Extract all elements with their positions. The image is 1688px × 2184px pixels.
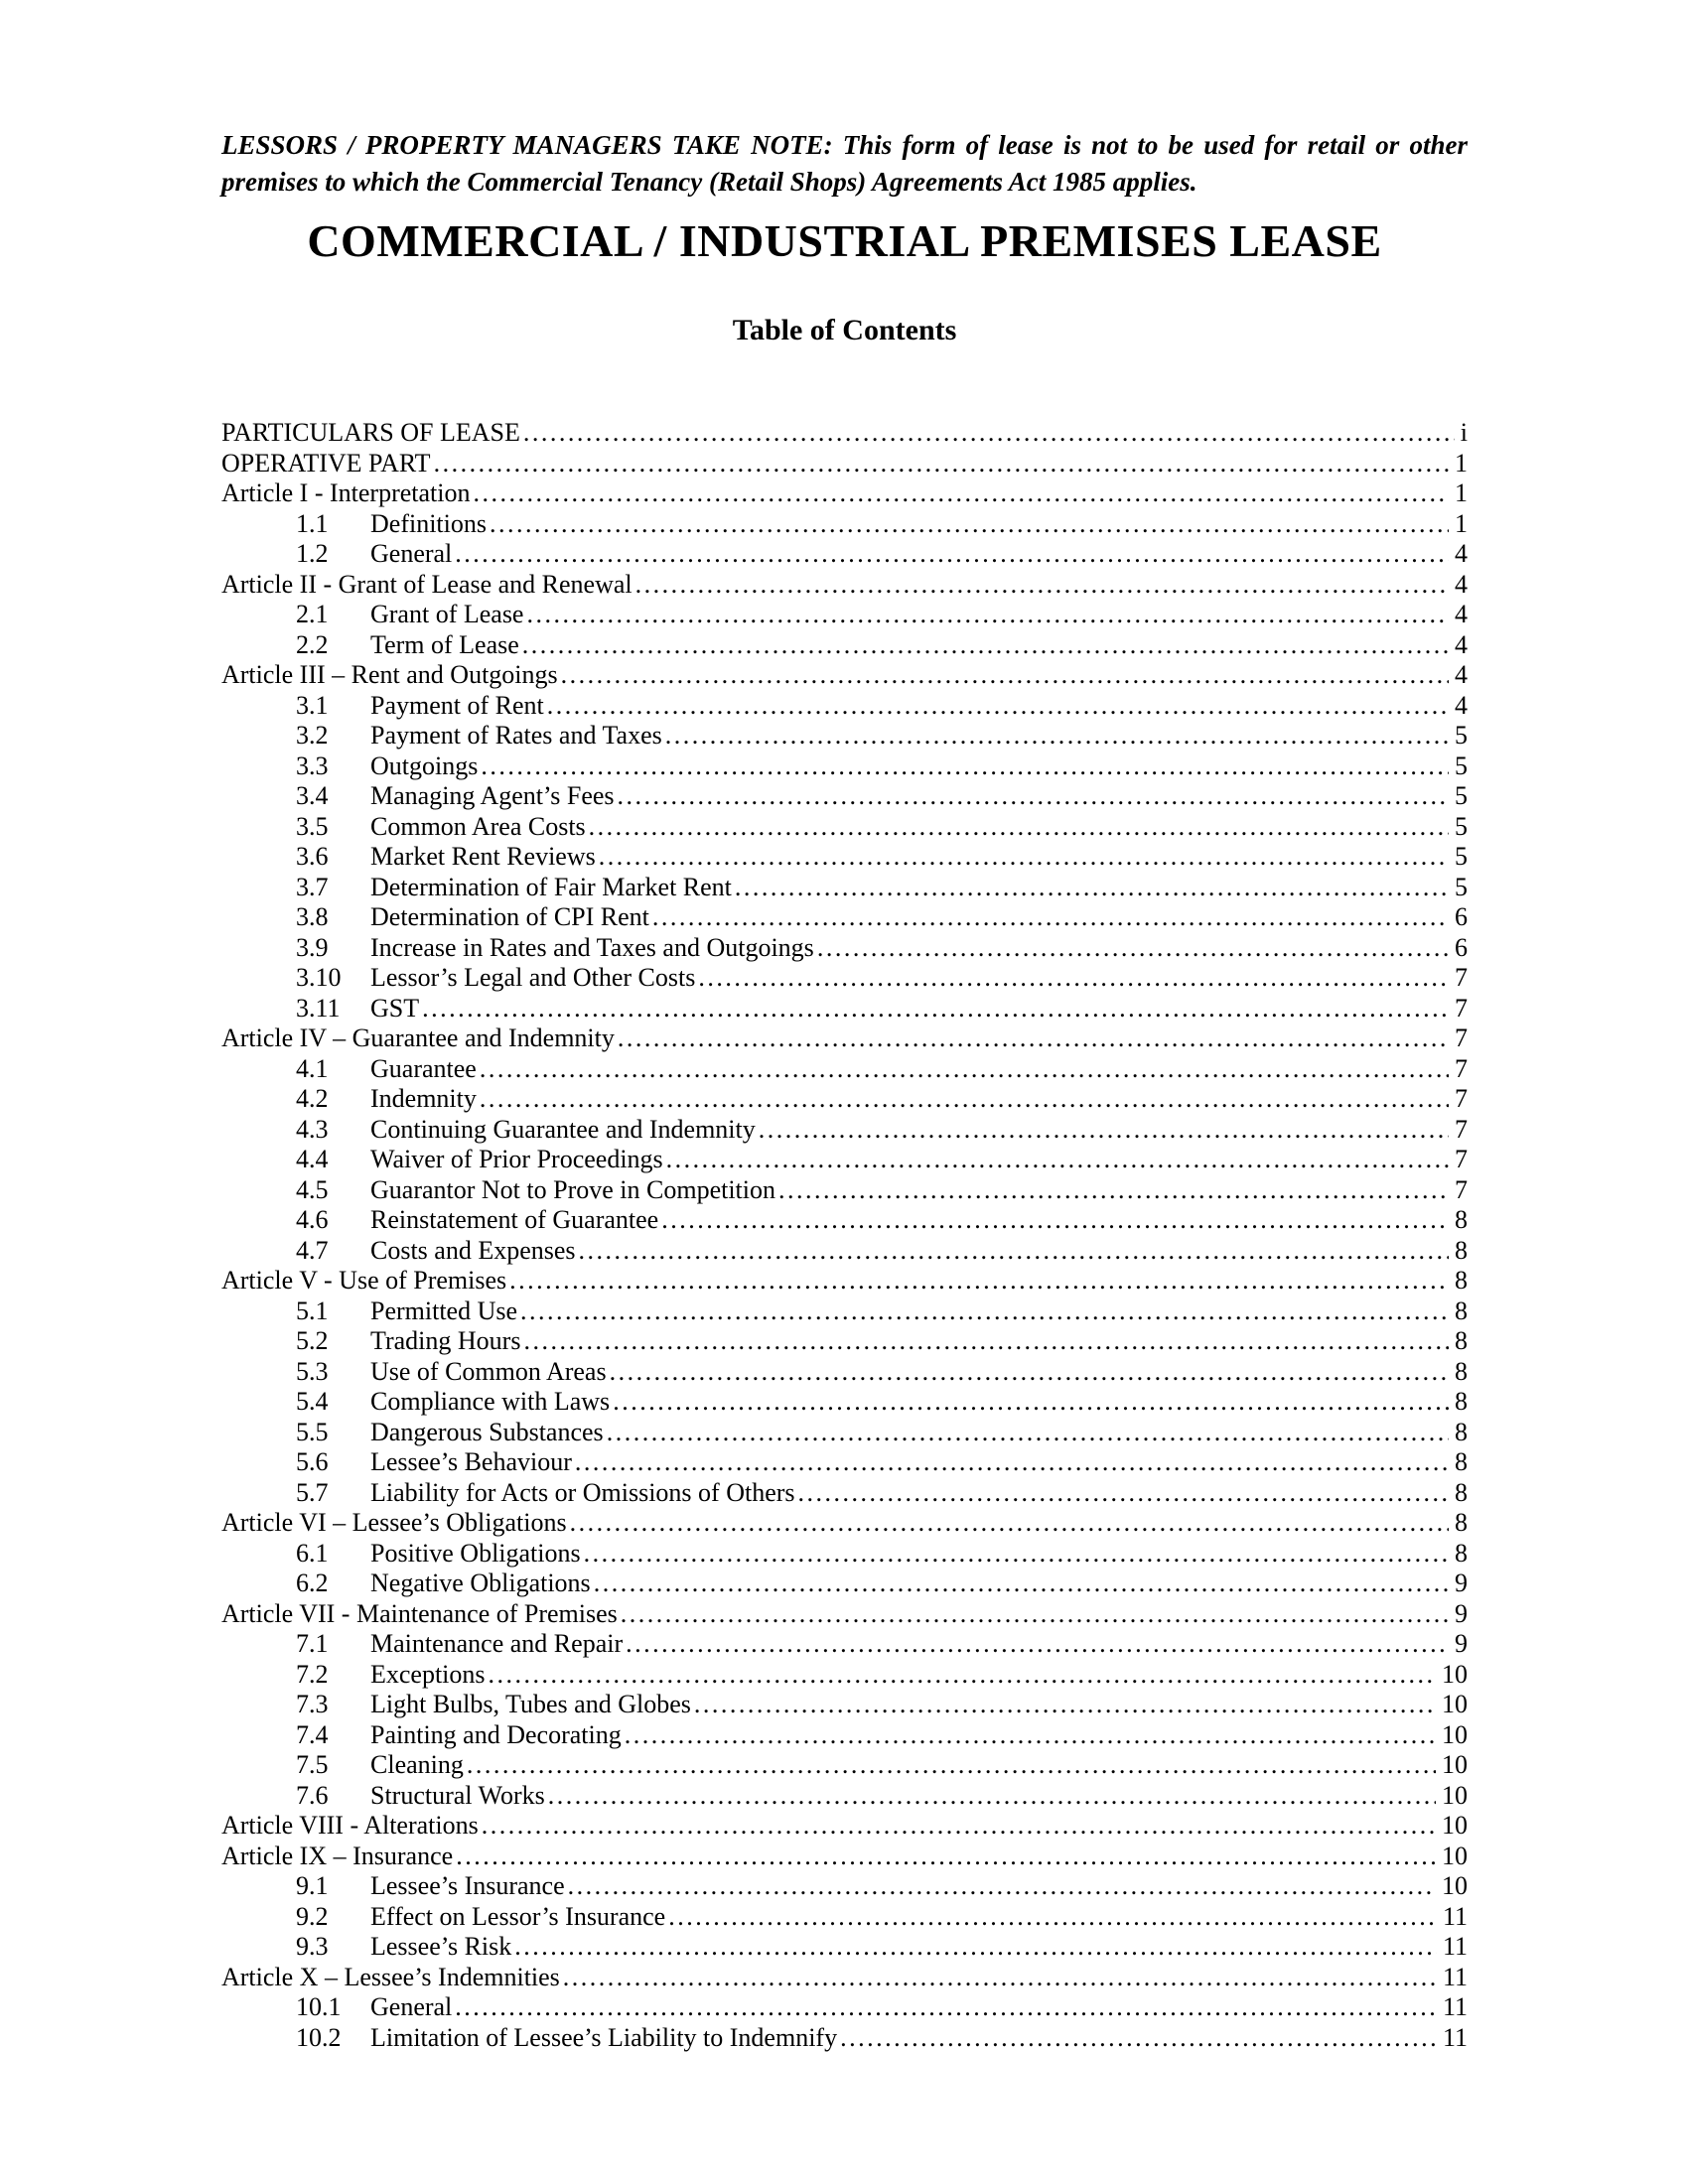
dot-leader [618, 1024, 1449, 1054]
toc-entry-label: Determination of CPI Rent [370, 902, 649, 931]
toc-entry-number: 10.1 [296, 1992, 342, 2021]
table-of-contents [221, 418, 1468, 2053]
toc-entry [221, 1720, 1468, 1751]
dot-leader [665, 721, 1449, 751]
toc-entry-label: Managing Agent’s Fees [370, 781, 615, 810]
toc-entry [221, 842, 1468, 873]
toc-entry-label: Structural Works [370, 1780, 545, 1810]
toc-entry-page: 6 [1455, 932, 1468, 962]
dot-leader [635, 570, 1449, 601]
dot-leader [520, 1297, 1449, 1327]
toc-entry [221, 1236, 1468, 1267]
toc-heading: Table of Contents [732, 314, 957, 346]
toc-entry [221, 1205, 1468, 1236]
toc-entry-page: 6 [1455, 902, 1468, 931]
dot-leader [759, 1115, 1449, 1146]
toc-entry-page: 4 [1455, 660, 1468, 689]
toc-entry [221, 1660, 1468, 1691]
toc-entry-label: Article VIII - Alterations [221, 1811, 479, 1840]
toc-entry [221, 1266, 1468, 1297]
dot-leader [570, 1508, 1449, 1539]
toc-entry-label: Outgoings [370, 751, 479, 780]
toc-entry-number: 7.3 [296, 1690, 329, 1718]
toc-entry-page: 5 [1455, 721, 1468, 750]
toc-entry-page: 1 [1455, 448, 1468, 478]
toc-entry [221, 509, 1468, 540]
header-note-line2: premises to which the Commercial Tenancy (Retail Shops) Agreements Act 1985 applies. [221, 167, 1197, 197]
toc-entry-label: Lessor’s Legal and Other Costs [370, 963, 696, 992]
toc-entry-label: Painting and Decorating [370, 1719, 622, 1749]
toc-entry-label: Article III – Rent and Outgoings [221, 660, 558, 689]
toc-entry-number: 1.2 [296, 539, 329, 568]
dot-leader [561, 660, 1449, 691]
dot-leader [668, 1902, 1437, 1933]
dot-leader [621, 1599, 1449, 1630]
dot-leader [490, 509, 1449, 540]
toc-entry [221, 1145, 1468, 1175]
toc-entry-number: 3.10 [296, 963, 342, 992]
toc-entry-label: Compliance with Laws [370, 1387, 611, 1416]
toc-entry-label: Trading Hours [370, 1326, 521, 1355]
dot-leader [735, 873, 1449, 903]
toc-entry-number: 3.8 [296, 902, 329, 931]
toc-entry [221, 1024, 1468, 1054]
toc-entry-page: 4 [1455, 690, 1468, 720]
toc-entry [221, 1508, 1468, 1539]
toc-entry-label: Increase in Rates and Taxes and Outgoings [370, 932, 814, 962]
toc-entry [221, 478, 1468, 509]
toc-entry-number: 3.5 [296, 811, 329, 841]
toc-entry [221, 873, 1468, 903]
dot-leader [575, 1447, 1449, 1478]
dot-leader [610, 1357, 1449, 1388]
toc-entry-label: Exceptions [370, 1659, 486, 1689]
dot-leader [467, 1750, 1436, 1781]
dot-leader [563, 1963, 1437, 1993]
toc-entry-label: Reinstatement of Guarantee [370, 1205, 659, 1234]
toc-entry-number: 4.4 [296, 1145, 329, 1173]
dot-leader [455, 1992, 1437, 2023]
toc-entry [221, 1478, 1468, 1509]
dot-leader [434, 449, 1449, 479]
toc-entry-page: 8 [1455, 1387, 1468, 1416]
toc-entry-page: 8 [1455, 1447, 1468, 1476]
dot-leader [482, 1811, 1436, 1842]
toc-entry [221, 418, 1468, 449]
toc-entry [221, 1781, 1468, 1812]
toc-entry-number: 7.6 [296, 1780, 329, 1810]
toc-entry [221, 1297, 1468, 1327]
toc-entry [221, 1842, 1468, 1872]
toc-entry-page: 5 [1455, 751, 1468, 780]
toc-entry-label: Guarantor Not to Prove in Competition [370, 1174, 776, 1204]
toc-entry [221, 1084, 1468, 1115]
dot-leader [480, 1084, 1449, 1115]
dot-leader [698, 963, 1449, 994]
toc-entry-page: 11 [1442, 1962, 1468, 1991]
toc-entry-number: 5.3 [296, 1356, 329, 1386]
toc-entry [221, 1992, 1468, 2023]
toc-entry-page: 8 [1455, 1266, 1468, 1295]
toc-entry-page: 7 [1455, 1174, 1468, 1204]
toc-entry-page: 5 [1455, 872, 1468, 901]
dot-leader [509, 1266, 1449, 1297]
toc-entry-number: 7.1 [296, 1629, 329, 1658]
dot-leader [514, 1932, 1437, 1963]
toc-entry-label: Article X – Lessee’s Indemnities [221, 1962, 560, 1991]
toc-entry-label: Market Rent Reviews [370, 842, 596, 871]
toc-entry [221, 1387, 1468, 1418]
toc-entry-number: 4.1 [296, 1053, 329, 1083]
toc-entry [221, 1054, 1468, 1085]
toc-entry [221, 781, 1468, 812]
dot-leader [618, 781, 1449, 812]
toc-entry [221, 2023, 1468, 2054]
toc-entry [221, 1902, 1468, 1933]
dot-leader [666, 1145, 1449, 1175]
toc-entry-number: 4.6 [296, 1205, 329, 1234]
toc-entry-page: 5 [1455, 781, 1468, 810]
toc-entry-label: Positive Obligations [370, 1538, 581, 1568]
toc-entry-number: 3.3 [296, 751, 329, 780]
toc-entry-label: Maintenance and Repair [370, 1629, 624, 1658]
dot-leader [481, 751, 1449, 782]
toc-entry-label: Negative Obligations [370, 1569, 591, 1597]
toc-entry-label: Limitation of Lessee’s Liability to Indemnify [370, 2022, 838, 2052]
dot-leader [584, 1539, 1449, 1570]
toc-entry-number: 3.2 [296, 721, 329, 750]
toc-entry-number: 1.1 [296, 508, 329, 538]
dot-leader [661, 1205, 1449, 1236]
toc-entry-label: Definitions [370, 508, 487, 538]
dot-leader [607, 1418, 1449, 1448]
toc-entry [221, 1539, 1468, 1570]
toc-entry-label: Continuing Guarantee and Indemnity [370, 1114, 756, 1144]
toc-entry-page: 8 [1455, 1235, 1468, 1265]
toc-entry-number: 4.3 [296, 1114, 329, 1144]
toc-entry-label: Lessee’s Behaviour [370, 1447, 572, 1476]
toc-entry [221, 1175, 1468, 1206]
toc-entry-label: Use of Common Areas [370, 1356, 607, 1386]
dot-leader [480, 1054, 1449, 1085]
toc-entry-number: 4.5 [296, 1174, 329, 1204]
toc-entry-page: 8 [1455, 1205, 1468, 1234]
toc-entry-page: 7 [1455, 963, 1468, 992]
toc-entry-page: 9 [1455, 1569, 1468, 1597]
toc-entry-page: 7 [1455, 1084, 1468, 1113]
dot-leader [548, 1781, 1436, 1812]
toc-entry-page: 8 [1455, 1538, 1468, 1568]
toc-entry [221, 1115, 1468, 1146]
toc-entry-label: Dangerous Substances [370, 1417, 604, 1446]
dot-leader [422, 994, 1449, 1024]
toc-entry [221, 994, 1468, 1024]
dot-leader [599, 842, 1449, 873]
toc-entry-number: 2.2 [296, 629, 329, 659]
toc-entry-label: Light Bulbs, Tubes and Globes [370, 1690, 691, 1718]
toc-entry-number: 5.1 [296, 1296, 329, 1325]
dot-leader [817, 933, 1449, 964]
dot-leader [626, 1629, 1449, 1660]
toc-entry-label: PARTICULARS OF LEASE [221, 418, 520, 447]
dot-leader [778, 1175, 1449, 1206]
toc-entry-page: 5 [1455, 842, 1468, 871]
toc-entry-number: 7.2 [296, 1659, 329, 1689]
toc-entry [221, 1357, 1468, 1388]
toc-entry-label: Payment of Rates and Taxes [370, 721, 662, 750]
toc-entry [221, 902, 1468, 933]
toc-entry-page: 9 [1455, 1629, 1468, 1658]
toc-entry-page: 7 [1455, 1114, 1468, 1144]
toc-entry [221, 1871, 1468, 1902]
toc-entry-page: 11 [1442, 2022, 1468, 2052]
toc-entry-page: 8 [1455, 1417, 1468, 1446]
toc-entry-label: Common Area Costs [370, 811, 586, 841]
toc-entry [221, 1750, 1468, 1781]
toc-entry-page: 4 [1455, 629, 1468, 659]
toc-entry-label: Liability for Acts or Omissions of Others [370, 1477, 795, 1507]
toc-entry-label: Grant of Lease [370, 600, 524, 628]
toc-entry-page: 4 [1455, 600, 1468, 628]
toc-entry [221, 1447, 1468, 1478]
toc-entry [221, 751, 1468, 782]
toc-entry-page: 7 [1455, 1145, 1468, 1173]
toc-entry-label: Article IX – Insurance [221, 1841, 454, 1870]
toc-entry [221, 600, 1468, 630]
toc-entry [221, 1932, 1468, 1963]
toc-entry [221, 1418, 1468, 1448]
toc-entry-number: 2.1 [296, 600, 329, 628]
toc-entry-page: 10 [1442, 1871, 1468, 1900]
toc-entry-page: 10 [1442, 1659, 1468, 1689]
toc-entry-page: 8 [1455, 1296, 1468, 1325]
toc-entry-label: Effect on Lessor’s Insurance [370, 1901, 666, 1931]
toc-entry-number: 3.7 [296, 872, 329, 901]
toc-entry-number: 7.5 [296, 1750, 329, 1779]
toc-entry-page: 8 [1455, 1356, 1468, 1386]
dot-leader [455, 539, 1449, 570]
toc-entry-number: 5.7 [296, 1477, 329, 1507]
toc-entry-page: 11 [1442, 1992, 1468, 2021]
dot-leader [489, 1660, 1436, 1691]
toc-entry-label: Article IV – Guarantee and Indemnity [221, 1024, 615, 1052]
toc-entry-label: Article V - Use of Premises [221, 1266, 507, 1295]
toc-entry-label: Determination of Fair Market Rent [370, 872, 732, 901]
toc-entry-label: Waiver of Prior Proceedings [370, 1145, 663, 1173]
toc-entry-page: 7 [1455, 1024, 1468, 1052]
dot-leader [594, 1569, 1449, 1599]
header-note [221, 127, 1468, 201]
toc-entry-page: 8 [1455, 1326, 1468, 1355]
toc-entry-number: 5.4 [296, 1387, 329, 1416]
toc-entry-number: 6.1 [296, 1538, 329, 1568]
toc-entry [221, 449, 1468, 479]
toc-entry-label: Lessee’s Risk [370, 1932, 512, 1961]
toc-entry-number: 7.4 [296, 1719, 329, 1749]
toc-entry-label: Indemnity [370, 1084, 477, 1113]
dot-leader [652, 902, 1449, 933]
toc-entry-page: 8 [1455, 1508, 1468, 1537]
toc-entry-page: 1 [1455, 478, 1468, 507]
toc-entry-page: 10 [1442, 1780, 1468, 1810]
dot-leader [579, 1236, 1449, 1267]
toc-entry-label: Permitted Use [370, 1296, 518, 1325]
toc-entry [221, 660, 1468, 691]
toc-entry-number: 9.3 [296, 1932, 329, 1961]
toc-entry [221, 1629, 1468, 1660]
dot-leader [625, 1720, 1436, 1751]
toc-entry-page: 4 [1455, 569, 1468, 599]
toc-entry-label: General [370, 539, 453, 568]
dot-leader [474, 478, 1450, 509]
dot-leader [568, 1871, 1436, 1902]
toc-entry-page: 11 [1442, 1901, 1468, 1931]
toc-entry-number: 4.7 [296, 1235, 329, 1265]
toc-entry [221, 812, 1468, 843]
toc-entry-page: 10 [1442, 1750, 1468, 1779]
dot-leader [694, 1690, 1436, 1720]
dot-leader [840, 2023, 1437, 2054]
toc-entry-number: 3.11 [296, 993, 341, 1023]
dot-leader [613, 1387, 1449, 1418]
toc-entry-page: 10 [1442, 1690, 1468, 1718]
toc-entry-page: 5 [1455, 811, 1468, 841]
toc-entry [221, 570, 1468, 601]
toc-entry-number: 9.1 [296, 1871, 329, 1900]
toc-entry-page: 11 [1442, 1932, 1468, 1961]
toc-entry-page: 10 [1442, 1719, 1468, 1749]
toc-entry-label: Article II - Grant of Lease and Renewal [221, 569, 633, 599]
toc-entry-page: 4 [1455, 539, 1468, 568]
toc-entry [221, 539, 1468, 570]
dot-leader [523, 1326, 1449, 1357]
toc-entry-label: Lessee’s Insurance [370, 1871, 565, 1900]
toc-entry [221, 691, 1468, 722]
toc-entry-page: 10 [1442, 1841, 1468, 1870]
toc-entry [221, 721, 1468, 751]
document-title: COMMERCIAL / INDUSTRIAL PREMISES LEASE [307, 215, 1382, 266]
toc-entry-label: Term of Lease [370, 629, 519, 659]
toc-entry-page: 10 [1442, 1811, 1468, 1840]
toc-entry-label: Costs and Expenses [370, 1235, 576, 1265]
toc-entry-number: 3.6 [296, 842, 329, 871]
toc-entry [221, 1963, 1468, 1993]
toc-entry-number: 10.2 [296, 2022, 342, 2052]
toc-entry-label: GST [370, 993, 420, 1023]
toc-entry [221, 630, 1468, 661]
toc-entry-page: 9 [1455, 1598, 1468, 1628]
toc-entry-number: 5.5 [296, 1417, 329, 1446]
toc-entry-number: 5.2 [296, 1326, 329, 1355]
dot-leader [798, 1478, 1449, 1509]
toc-entry-label: Article VI – Lessee’s Obligations [221, 1508, 567, 1537]
toc-entry-page: i [1460, 418, 1468, 447]
toc-entry-number: 9.2 [296, 1901, 329, 1931]
toc-entry-number: 4.2 [296, 1084, 329, 1113]
toc-entry-label: General [370, 1992, 453, 2021]
toc-entry-label: Article VII - Maintenance of Premises [221, 1598, 618, 1628]
dot-leader [526, 600, 1449, 630]
dot-leader [547, 691, 1449, 722]
toc-entry-page: 7 [1455, 1053, 1468, 1083]
toc-entry-number: 3.9 [296, 932, 329, 962]
toc-entry-page: 7 [1455, 993, 1468, 1023]
header-note-line1: LESSORS / PROPERTY MANAGERS TAKE NOTE: This form of lease is not to be used for retail or other [221, 130, 1468, 160]
toc-entry [221, 1326, 1468, 1357]
toc-entry [221, 1690, 1468, 1720]
toc-entry-label: OPERATIVE PART [221, 448, 431, 478]
toc-entry-label: Guarantee [370, 1053, 477, 1083]
toc-entry-page: 1 [1455, 508, 1468, 538]
toc-entry-page: 8 [1455, 1477, 1468, 1507]
toc-entry [221, 1811, 1468, 1842]
toc-entry [221, 963, 1468, 994]
toc-entry-number: 6.2 [296, 1569, 329, 1597]
dot-leader [522, 630, 1449, 661]
dot-leader [456, 1842, 1436, 1872]
dot-leader [523, 418, 1455, 449]
toc-entry [221, 933, 1468, 964]
toc-entry-number: 5.6 [296, 1447, 329, 1476]
dot-leader [589, 812, 1449, 843]
toc-entry-number: 3.1 [296, 690, 329, 720]
toc-entry-label: Payment of Rent [370, 690, 544, 720]
toc-entry [221, 1599, 1468, 1630]
toc-entry-label: Cleaning [370, 1750, 464, 1779]
toc-entry-number: 3.4 [296, 781, 329, 810]
toc-entry [221, 1569, 1468, 1599]
toc-entry-label: Article I - Interpretation [221, 478, 471, 507]
